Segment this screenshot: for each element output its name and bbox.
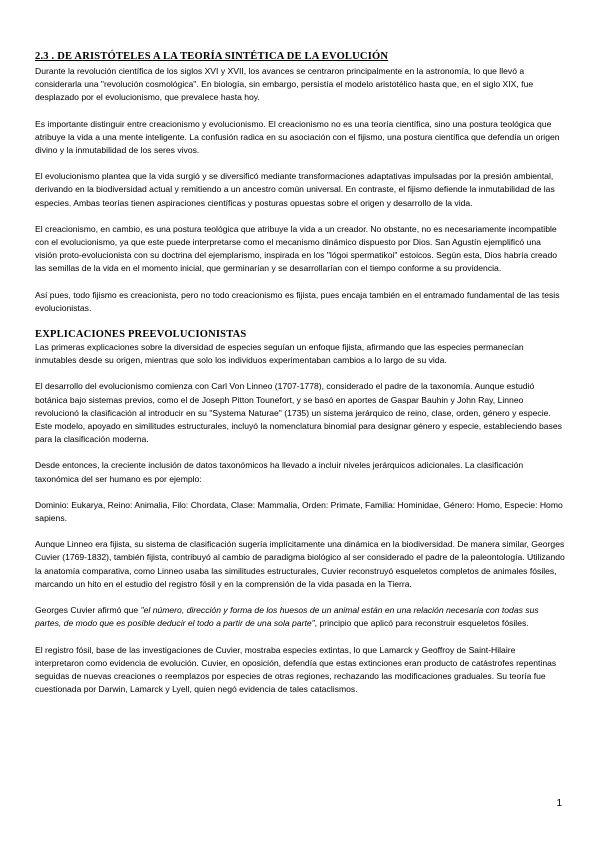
page-number: 1 [556,798,562,809]
paragraph: Dominio: Eukarya, Reino: Animalia, Filo: Chordata, Clase: Mammalia, Orden: Primate, Familia: Hominidae, Género: Homo, Especie: Homo sapiens. [35,499,563,524]
paragraph: Desde entonces, la creciente inclusión de datos taxonómicos ha llevado a incluir niveles jerárquicos adicionales. La clasificación taxonómica del ser humano es por ejemplo: [35,460,524,484]
cuvier-text-after: , principio que aplicó para reconstruir esqueletos fósiles. [314,618,529,629]
paragraph: Así pues, todo fijismo es creacionista, pero no todo creacionismo es fijista, pues encaja también en el entramado fundamental de las tesis evolucionistas. [35,289,560,313]
cuvier-paragraph [35,604,565,630]
paragraph: El evolucionismo plantea que la vida surgió y se diversificó mediante transformaciones adaptativas impulsadas por la presión ambiental, derivando en la biodiversidad actual y remitiendo a un ancestro común universal. En contraste, el fijismo defiende la inmutabilidad de las especies. Ambas teorías tienen aspiraciones científicas y posturas opuestas sobre el origen y desarrollo de la vida. [35,171,555,208]
paragraph: El creacionismo, en cambio, es una postura teológica que atribuye la vida a un creador. No obstante, no es necesariamente incompatible con el evolucionismo, ya que este puede interpretarse como el mecanismo dinámico dispuesto por Dios. San Agustín ejemplificó una visión proto-evolucionista con su doctrina del ejemplarismo, inspirada en los "lógoi spermatikoi" estoicos. Según esta, Dios habría creado las semillas de la vida en el momento inicial, que germinarían y se desarrollarían con el tiempo conforme a su providencia. [35,223,557,274]
section-title: 2.3 . DE ARISTÓTELES A LA TEORÍA SINTÉTICA DE LA EVOLUCIÓN [35,51,389,62]
paragraph: Es importante distinguir entre creacionismo y evolucionismo. El creacionismo no es una teoría científica, sino una postura teológica que atribuye la vida a una mente inteligente. La confusión radica en su asociación con el fijismo, una postura científica que defendía un origen divino y la inmutabilidad de los seres vivos. [35,118,560,156]
cuvier-text-before: Georges Cuvier afirmó que [35,605,141,616]
cuvier-quote: "el número, dirección y forma de los huesos de un animal están en una relación necesaria con todas sus partes, de modo que es posible deducir el todo a partir de una sola parte" [35,605,539,629]
paragraph: El desarrollo del evolucionismo comienza con Carl Von Linneo (1707-1778), considerado el padre de la taxonomía. Aunque estudió botánica bajo sistemas previos, como el de Joseph Pitton Tounefort, y se basó en aportes de Gaspar Bauhin y John Ray, Linneo revolucionó la clasificación al introducir en su "Systema Naturae" (1735) un sistema jerárquico de reino, clase, orden, género y especie. Este modelo, apoyado en similitudes estructurales, incluyó la nomenclatura binomial para designar género y especie, estableciendo bases para la clasificación moderna. [35,381,562,445]
paragraph: Las primeras explicaciones sobre la diversidad de especies seguían un enfoque fijista, afirmando que las especies permanecían inmutables desde su origen, mientras que solo los individuos experimentaban cambios a lo largo de su vida. [35,342,524,366]
paragraph: Aunque Linneo era fijista, su sistema de clasificación sugería implícitamente una dinámica en la biodiversidad. De manera similar, Georges Cuvier (1769-1832), también fijista, contribuyó al cambio de paradigma biológico al ser considerado el padre de la paleontología. Utilizando la anatomía comparativa, como Linneo usaba las similitudes estructurales, Cuvier reconstruyó esqueletos completos de animales fósiles, marcando un hito en el estudio del registro fósil y en la comprensión de la vida pasada en la Tierra. [35,539,565,589]
paragraph: El registro fósil, base de las investigaciones de Cuvier, mostraba especies extintas, lo que Lamarck y Geoffroy de Saint-Hilaire interpretaron como evidencia de evolución. Cuvier, en oposición, defendía que estas extinciones eran producto de catástrofes repentinas seguidas de nuevas creaciones o reemplazos por especies de otras regiones, rechazando las modificaciones graduales. Su teoría fue cuestionada por Darwin, Lamarck y Lyell, quien negó evidencia de tales cataclismos. [35,644,557,695]
subsection-title: EXPLICACIONES PREEVOLUCIONISTAS [35,329,247,341]
paragraph: Durante la revolución científica de los siglos XVI y XVII, los avances se centraron principalmente en la astronomía, lo que llevó a considerarla una "revolución cosmológica". En biología, sin embargo, persistía el modelo aristotélico hasta que, en el siglo XIX, fue desplazado por el evolucionismo, que prevalece hasta hoy. [35,66,534,103]
